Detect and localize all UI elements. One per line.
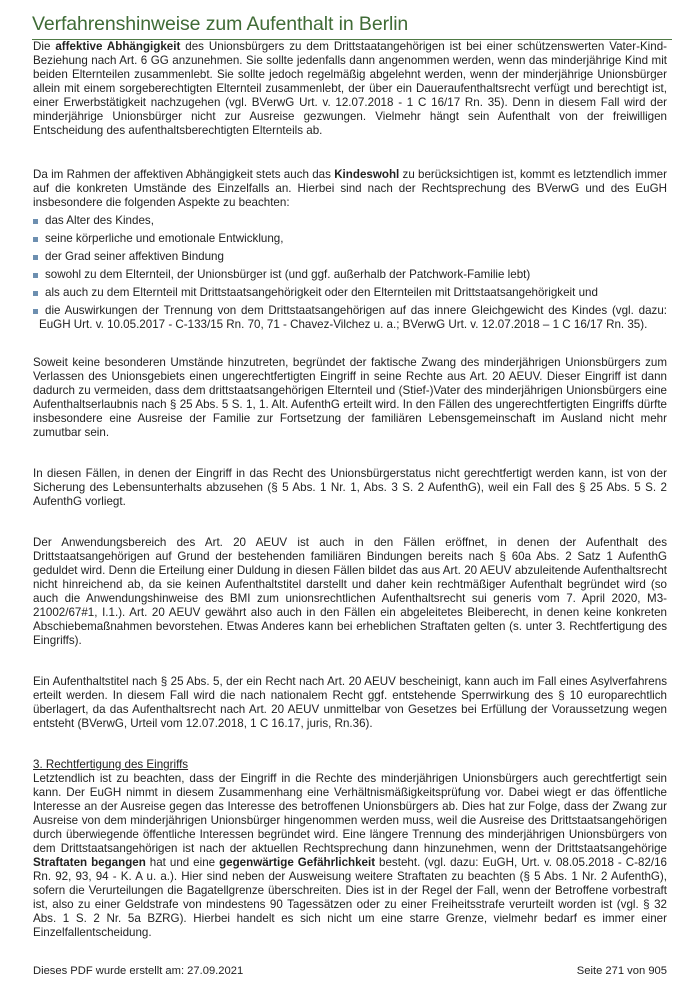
- bold-term: affektive Abhängigkeit: [55, 40, 181, 53]
- creation-date: Dieses PDF wurde erstellt am: 27.09.2021: [33, 965, 244, 977]
- bullet-square-icon: [33, 291, 38, 296]
- paragraph-lebensunterhalt: In diesen Fällen, in denen der Eingriff in das Recht des Unionsbürgerstatus nicht gerechtfertigt werden kann, ist von der Sicherung des Lebensunterhalts abzusehen (§ 5 Abs. 1 Nr. 1, Abs. 3 S. 2 AufenthG), weil ein Fall des § 25 Abs. 5 S. 2 AufenthG vorliegt.: [33, 467, 667, 508]
- paragraph-rechtfertigung: Letztendlich ist zu beachten, dass der Eingriff in die Rechte des minderjährigen Unionsbürgers auch gerechtfertigt sein kann. Der EuGH nimmt in diesem Zusammenhang eine Verhältnismäßigkeitsprüfung vor. Dabei wiegt er das öffentliche Interesse an der Ausreise gegen das Interesse des betroffenen Unionsbürgers ab. Dies hat zur Folge, dass der Zwang zur Ausreise von dem minderjährigen Unionsbürger hingenommen werden muss, weil die Ausreise des Drittstaatsangehörigen durch überwiegende öffentliche Interessen begründet wird. Eine längere Trennung des minderjährigen Unionsbürgers von dem Drittstaatsangehörigen ist nach der aktuellen Rechtsprechung dann hinzunehmen, wenn der Drittstaatsangehörige Straftaten begangen hat und eine gegenwärtige Gefährlichkeit besteht. (vgl. dazu: EuGH, Urt. v. 08.05.2018 - C-82/16 Rn. 92, 93, 94 - K. A u. a.). Hier sind neben der Ausweisung weitere Straftaten zu beachten (§ 5 Abs. 1 Nr. 2 AufenthG), sofern die Verurteilungen die Bagatellgrenze überschreiten. Dies ist in der Regel der Fall, wenn der Betroffene vorbestraft ist, also zu einer Geldstrafe von mindestens 90 Tagessätzen oder zu einer Freiheitsstrafe verurteilt worden ist (vgl. § 32 Abs. 1 S. 2 Nr. 5a BZRG). Hierbei handelt es sich nicht um eine starre Grenze, vielmehr bedarf es immer einer Einzelfallentscheidung.: [33, 772, 667, 939]
- list-item: seine körperliche und emotionale Entwicklung,: [33, 232, 667, 246]
- section-heading: 3. Rechtfertigung des Eingriffs: [33, 758, 189, 771]
- paragraph-eingriff: Soweit keine besonderen Umstände hinzutreten, begründet der faktische Zwang des minderjährigen Unionsbürgers zum Verlassen des Unionsgebiets einen ungerechtfertigten Eingriff in seine Rechte aus Art. 20 AEUV. Dieser Eingriff ist dann dadurch zu vermeiden, dass dem drittstaatsangehörigen Elternteil und (Stief-)Vater des minderjährigen Unionsbürgers eine Aufenthaltserlaubnis nach § 25 Abs. 5 S. 1, 1. Alt. AufenthG erteilt wird. In den Fällen des ungerechtfertigten Eingriffs dürfte insbesondere eine Ausreise der Familie zur Fortsetzung der familiären Lebensgemeinschaft im Ausland nicht mehr zumutbar sein.: [33, 356, 667, 439]
- bold-term: gegenwärtige Gefährlichkeit: [219, 856, 376, 869]
- list-item: als auch zu dem Elternteil mit Drittstaatsangehörigkeit oder den Elternteilen mit Drittstaatsangehörigkeit und: [33, 286, 667, 300]
- paragraph-kindeswohl: Da im Rahmen der affektiven Abhängigkeit stets auch das Kindeswohl zu berücksichtigen ist, kommt es letztendlich immer auf die konkreten Umstände des Einzelfalls an. Hierbei sind nach der Rechtsprechung des BVerwG und des EuGH insbesondere die folgenden Aspekte zu beachten:: [33, 168, 667, 209]
- bullet-square-icon: [33, 237, 38, 242]
- page-number: Seite 271 von 905: [576, 965, 667, 977]
- paragraph-aufenthaltstitel: Ein Aufenthaltstitel nach § 25 Abs. 5, der ein Recht nach Art. 20 AEUV bescheinigt, kann auch im Fall eines Asylverfahrens erteilt werden. In diesem Fall wird die nach nationalem Recht ggf. entstehende Sperrwirkung des § 10 europarechtlich überlagert, da das Aufenthaltsrecht nach Art. 20 AEUV unmittelbar von Gesetzes bei Erfüllung der Voraussetzung wegen entsteht (BVerwG, Urteil vom 12.07.2018, 1 C 16.17, juris, Rn.36).: [33, 675, 667, 730]
- page-title: Verfahrenshinweise zum Aufenthalt in Berlin: [32, 13, 409, 35]
- list-item: das Alter des Kindes,: [33, 214, 667, 228]
- bullet-square-icon: [33, 309, 38, 314]
- document-body: [33, 40, 667, 940]
- paragraph-affektive-abhaengigkeit: Die affektive Abhängigkeit des Unionsbürgers zu dem Drittstaatangehörigen ist bei einer schützenswerten Vater-Kind-Beziehung nach Art. 6 GG anzunehmen. Sie sollte jedenfalls dann angenommen werden, wenn das minderjährige Kind mit beiden Elternteilen zusammenlebt. Sie sollte jedoch regelmäßig abgelehnt werden, wenn der minderjährige Unionsbürger allein mit einem sorgeberechtigten Elternteil zusammenlebt, der über ein Daueraufenthaltsrecht verfügt und berechtigt ist, einer Erwerbstätigkeit nachzugehen (vgl. BVerwG Urt. v. 12.07.2018 - 1 C 16/17 Rn. 35). Denn in diesem Fall wird der minderjährige Unionsbürger nicht zur Ausreise gezwungen. Vielmehr hängt sein Aufenthalt von der freiwilligen Entscheidung des aufenthaltsberechtigten Elternteils ab.: [33, 40, 668, 137]
- aspect-list: [33, 214, 667, 332]
- page-header: [32, 12, 672, 40]
- bullet-square-icon: [33, 255, 38, 260]
- list-item: sowohl zu dem Elternteil, der Unionsbürger ist (und ggf. außerhalb der Patchwork-Familie lebt): [33, 268, 667, 282]
- bullet-square-icon: [33, 219, 38, 224]
- paragraph-anwendungsbereich: Der Anwendungsbereich des Art. 20 AEUV ist auch in den Fällen eröffnet, in denen der Aufenthalt des Drittstaatsangehörigen auf Grund der bestehenden familiären Bindungen bereits nach § 60a Abs. 2 Satz 1 AufenthG geduldet wird. Denn die Erteilung einer Duldung in diesen Fällen bildet das aus Art. 20 AEUV abzuleitende Aufenthaltsrecht nicht hinreichend ab, da sie keinen Aufenthaltstitel darstellt und daher kein rechtmäßiger Aufenthalt begründet wird (so auch die Anwendungshinweise des BMI zum unionsrechtlichen Aufenthaltsrecht sui generis vom 7. April 2020, M3-21002/67#1, I.1.). Art. 20 AEUV gewährt also auch in den Fällen ein abgeleitetes Bleiberecht, in denen keine konkreten Abschiebemaßnahmen bevorstehen. Etwas Anderes kann bei erheblichen Straftaten gelten (s. unter 3. Rechtfertigung des Eingriffs).: [33, 536, 667, 647]
- list-item: der Grad seiner affektiven Bindung: [33, 250, 667, 264]
- bold-term: Kindeswohl: [334, 168, 400, 181]
- bold-term: Straftaten begangen: [33, 856, 146, 869]
- bullet-square-icon: [33, 273, 38, 278]
- list-item: die Auswirkungen der Trennung von dem Drittstaatsangehörigen auf das innere Gleichgewicht des Kindes (vgl. dazu: EuGH Urt. v. 10.05.2017 - C-133/15 Rn. 70, 71 - Chavez-Vilchez u. a.; BVerwG Urt. v. 12.07.2018 – 1 C 16/17 Rn. 35).: [33, 304, 667, 332]
